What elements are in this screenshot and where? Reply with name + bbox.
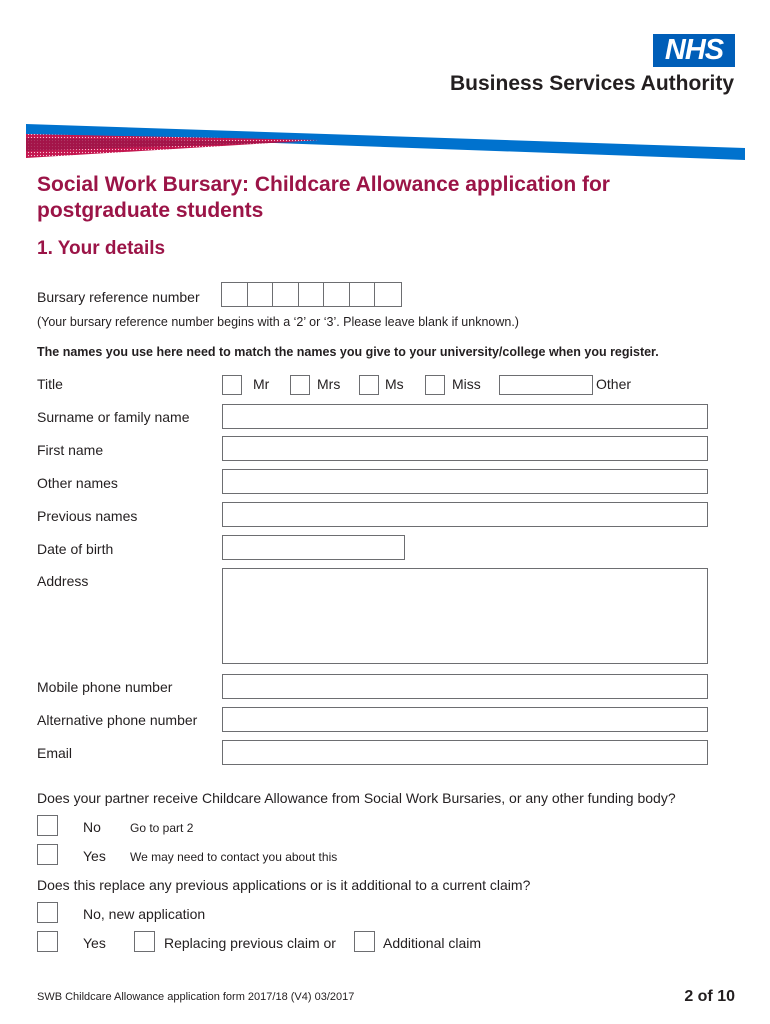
title-mrs-label: Mrs: [317, 376, 341, 392]
replace-yes-label: Yes: [83, 935, 106, 951]
replace-yes-checkbox[interactable]: [37, 931, 58, 952]
header-banner: [0, 118, 770, 168]
email-field[interactable]: [222, 740, 708, 765]
surname-label: Surname or family name: [37, 409, 190, 425]
replace-additional-checkbox[interactable]: [354, 931, 375, 952]
replace-no-checkbox[interactable]: [37, 902, 58, 923]
ref-digit-box[interactable]: [299, 283, 325, 306]
title-ms-checkbox[interactable]: [359, 375, 379, 395]
organisation-name: Business Services Authority: [450, 72, 734, 95]
dob-label: Date of birth: [37, 541, 114, 557]
title-miss-checkbox[interactable]: [425, 375, 445, 395]
replace-previous-checkbox[interactable]: [134, 931, 155, 952]
mobile-label: Mobile phone number: [37, 679, 173, 695]
other-names-field[interactable]: [222, 469, 708, 494]
title-label: Title: [37, 376, 63, 392]
partner-yes-hint: We may need to contact you about this: [130, 850, 338, 864]
ref-digit-box[interactable]: [375, 283, 401, 306]
ref-digit-box[interactable]: [222, 283, 248, 306]
partner-no-checkbox[interactable]: [37, 815, 58, 836]
names-notice: The names you use here need to match the names you give to your university/college when you register.: [37, 345, 659, 359]
alt-phone-field[interactable]: [222, 707, 708, 732]
replace-no-label: No, new application: [83, 906, 206, 922]
partner-yes-checkbox[interactable]: [37, 844, 58, 865]
replace-previous-label: Replacing previous claim or: [164, 935, 336, 951]
title-mr-label: Mr: [253, 376, 270, 392]
first-name-label: First name: [37, 442, 104, 458]
replace-additional-label: Additional claim: [383, 935, 482, 951]
title-mr-checkbox[interactable]: [222, 375, 242, 395]
form-reference: SWB Childcare Allowance application form 2017/18 (V4) 03/2017: [37, 991, 355, 1003]
address-field[interactable]: [222, 568, 708, 664]
dob-field[interactable]: [222, 535, 405, 560]
section-heading: 1. Your details: [37, 238, 166, 259]
bursary-ref-label: Bursary reference number: [37, 289, 200, 305]
previous-names-label: Previous names: [37, 508, 138, 524]
surname-field[interactable]: [222, 404, 708, 429]
other-names-label: Other names: [37, 475, 118, 491]
nhs-logo: NHS: [653, 34, 735, 67]
bursary-ref-note: (Your bursary reference number begins with a ‘2’ or ‘3’. Please leave blank if unknown.): [37, 315, 519, 329]
partner-no-hint: Go to part 2: [130, 821, 194, 835]
previous-names-field[interactable]: [222, 502, 708, 527]
partner-yes-label: Yes: [83, 848, 106, 864]
ref-digit-box[interactable]: [248, 283, 274, 306]
title-other-input[interactable]: [499, 375, 593, 395]
mobile-field[interactable]: [222, 674, 708, 699]
first-name-field[interactable]: [222, 436, 708, 461]
ref-digit-box[interactable]: [324, 283, 350, 306]
address-label: Address: [37, 573, 89, 589]
title-miss-label: Miss: [452, 376, 481, 392]
email-label: Email: [37, 745, 73, 761]
partner-question: Does your partner receive Childcare Allowance from Social Work Bursaries, or any other funding body?: [37, 790, 676, 806]
title-ms-label: Ms: [385, 376, 404, 392]
partner-no-label: No: [83, 819, 101, 835]
ref-digit-box[interactable]: [273, 283, 299, 306]
title-mrs-checkbox[interactable]: [290, 375, 310, 395]
page-number: 2 of 10: [684, 988, 735, 1005]
replace-question: Does this replace any previous applications or is it additional to a current claim?: [37, 877, 531, 893]
ref-digit-box[interactable]: [350, 283, 376, 306]
alt-phone-label: Alternative phone number: [37, 712, 198, 728]
title-other-label: Other: [596, 376, 632, 392]
bursary-ref-input[interactable]: [221, 282, 402, 307]
page-title: Social Work Bursary: Childcare Allowance application for postgraduate students: [37, 173, 610, 222]
